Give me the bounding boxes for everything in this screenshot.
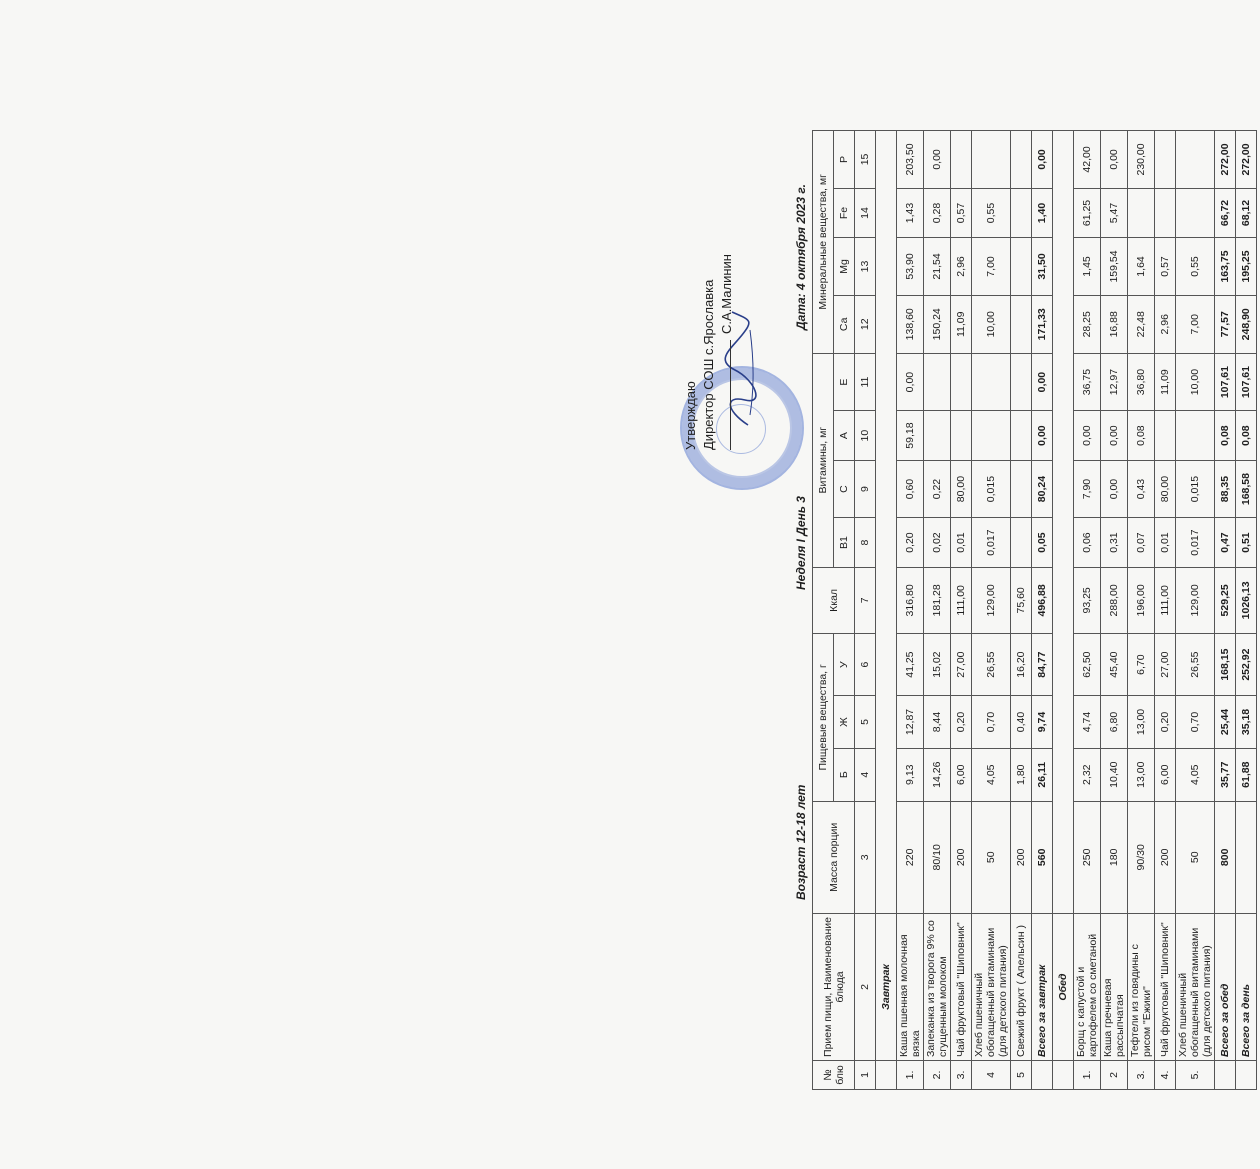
total-cell: 107,61	[1236, 353, 1257, 411]
table-cell: 0,55	[972, 188, 1011, 237]
empty-cell	[1032, 1061, 1053, 1090]
table-cell: 80,00	[1155, 460, 1176, 518]
table-cell: 12,97	[1101, 353, 1128, 411]
table-cell: 2	[1101, 1061, 1128, 1090]
table-cell: 200	[951, 801, 972, 913]
total-label: Всего за день	[1236, 914, 1257, 1061]
column-number-cell: 15	[855, 131, 876, 189]
table-cell: 8,44	[924, 696, 951, 749]
table-cell: 28,25	[1074, 295, 1101, 353]
total-cell: 272,00	[1236, 131, 1257, 189]
column-number-cell: 10	[855, 411, 876, 460]
total-cell: 248,90	[1236, 295, 1257, 353]
table-cell: 138,60	[897, 295, 924, 353]
total-cell: 168,15	[1215, 634, 1236, 696]
column-number-cell: 2	[855, 914, 876, 1061]
total-cell: 529,25	[1215, 567, 1236, 633]
total-cell: 25,44	[1215, 696, 1236, 749]
col-mass-header: Масса порции	[813, 801, 855, 913]
total-cell: 1026,13	[1236, 567, 1257, 633]
table-cell: 13,00	[1128, 748, 1155, 801]
dish-name: Каша гречневая рассыпчатая	[1101, 914, 1128, 1061]
total-cell: 0,08	[1215, 411, 1236, 460]
col-vitamins-header: Витамины, мг	[813, 353, 834, 567]
table-cell: 93,25	[1074, 567, 1101, 633]
table-cell: 0,60	[897, 460, 924, 518]
total-label: Всего за завтрак	[1032, 914, 1053, 1061]
table-cell	[1011, 131, 1032, 189]
rotated-page	[680, 110, 1260, 1090]
dish-name: Хлеб пшеничный обогащенный витаминами (для детского питания)	[1176, 914, 1215, 1061]
approval-block	[682, 254, 736, 450]
table-cell	[1011, 411, 1032, 460]
table-cell	[1176, 131, 1215, 189]
total-cell: 800	[1215, 801, 1236, 913]
total-cell: 0,08	[1236, 411, 1257, 460]
sub-header-cell: В1	[834, 518, 855, 567]
table-cell: 0,20	[897, 518, 924, 567]
empty-cell	[1215, 1061, 1236, 1090]
table-cell: 75,60	[1011, 567, 1032, 633]
table-cell: 0,00	[1101, 131, 1128, 189]
total-cell: 68,12	[1236, 188, 1257, 237]
table-cell	[1011, 518, 1032, 567]
col-minerals-header: Минеральные вещества, мг	[813, 131, 834, 354]
table-cell: 0,00	[924, 131, 951, 189]
total-cell: 560	[1032, 801, 1053, 913]
table-cell: 0,07	[1128, 518, 1155, 567]
table-cell: 13,00	[1128, 696, 1155, 749]
table-cell	[1011, 353, 1032, 411]
breakfast-section-row	[876, 131, 897, 1090]
dish-name: Свежий фрукт ( Апельсин )	[1011, 914, 1032, 1061]
table-cell: 7,90	[1074, 460, 1101, 518]
table-cell: 5	[1011, 1061, 1032, 1090]
table-cell: 6,00	[951, 748, 972, 801]
table-cell: 4.	[1155, 1061, 1176, 1090]
table-row	[1176, 131, 1215, 1090]
table-cell: 3.	[1128, 1061, 1155, 1090]
table-cell	[972, 131, 1011, 189]
table-cell	[1128, 188, 1155, 237]
table-cell: 7,00	[972, 238, 1011, 296]
total-cell: 171,33	[1032, 295, 1053, 353]
table-cell: 10,40	[1101, 748, 1128, 801]
lunch-section-title: Обед	[1053, 914, 1074, 1061]
column-number-cell: 4	[855, 748, 876, 801]
sub-header-cell: Са	[834, 295, 855, 353]
table-cell: 0,57	[1155, 238, 1176, 296]
total-cell: 80,24	[1032, 460, 1053, 518]
table-cell: 129,00	[1176, 567, 1215, 633]
table-cell	[1176, 411, 1215, 460]
total-cell: 0,00	[1032, 353, 1053, 411]
table-cell: 10,00	[1176, 353, 1215, 411]
sub-header-cell: Ж	[834, 696, 855, 749]
table-cell: 2.	[924, 1061, 951, 1090]
page-header	[680, 110, 810, 1090]
empty-cell	[876, 1061, 897, 1090]
table-cell: 0,02	[924, 518, 951, 567]
table-cell: 21,54	[924, 238, 951, 296]
column-number-cell: 9	[855, 460, 876, 518]
table-cell: 59,18	[897, 411, 924, 460]
total-cell: 107,61	[1215, 353, 1236, 411]
table-cell	[1155, 188, 1176, 237]
dish-name: Хлеб пшеничный обогащенный витаминами (для детского питания)	[972, 914, 1011, 1061]
table-cell: 150,24	[924, 295, 951, 353]
table-cell: 0,00	[1101, 411, 1128, 460]
table-row	[1074, 131, 1101, 1090]
dish-name: Запеканка из творога 9% со сгущенным молоком	[924, 914, 951, 1061]
table-cell: 53,90	[897, 238, 924, 296]
total-cell: 26,11	[1032, 748, 1053, 801]
table-cell: 181,28	[924, 567, 951, 633]
table-cell: 200	[1011, 801, 1032, 913]
total-cell: 1,40	[1032, 188, 1053, 237]
table-cell: 0,00	[1101, 460, 1128, 518]
total-cell: 195,25	[1236, 238, 1257, 296]
sub-header-cell: Е	[834, 353, 855, 411]
column-number-cell: 5	[855, 696, 876, 749]
table-cell: 0,08	[1128, 411, 1155, 460]
column-number-cell: 7	[855, 567, 876, 633]
day-total-row	[1236, 131, 1257, 1090]
table-cell	[972, 411, 1011, 460]
table-cell: 5,47	[1101, 188, 1128, 237]
table-cell: 196,00	[1128, 567, 1155, 633]
table-cell: 15,02	[924, 634, 951, 696]
column-number-cell: 11	[855, 353, 876, 411]
total-cell: 88,35	[1215, 460, 1236, 518]
table-cell: 22,48	[1128, 295, 1155, 353]
column-number-cell: 3	[855, 801, 876, 913]
age-caption: Возраст 12-18 лет	[794, 784, 808, 900]
table-cell: 0,20	[1155, 696, 1176, 749]
total-cell: 163,75	[1215, 238, 1236, 296]
table-cell: 50	[972, 801, 1011, 913]
sub-header-cell: С	[834, 460, 855, 518]
table-row	[924, 131, 951, 1090]
table-cell	[951, 131, 972, 189]
table-cell: 16,88	[1101, 295, 1128, 353]
total-cell	[1236, 801, 1257, 913]
table-row	[897, 131, 924, 1090]
sub-header-cell: Fe	[834, 188, 855, 237]
dish-name: Чай фруктовый "Шиповник"	[1155, 914, 1176, 1061]
table-cell	[972, 353, 1011, 411]
breakfast-total-row	[1032, 131, 1053, 1090]
dish-name: Борщ с капустой и картофелем со сметаной	[1074, 914, 1101, 1061]
week-caption: Неделя I День 3	[794, 496, 808, 590]
total-cell: 31,50	[1032, 238, 1053, 296]
total-cell: 0,47	[1215, 518, 1236, 567]
table-cell: 220	[897, 801, 924, 913]
date-caption: Дата: 4 октября 2023 г.	[794, 184, 808, 330]
table-cell: 0,70	[1176, 696, 1215, 749]
column-number-cell: 14	[855, 188, 876, 237]
sub-header-cell: P	[834, 131, 855, 189]
table-cell: 6,00	[1155, 748, 1176, 801]
table-cell: 0,22	[924, 460, 951, 518]
table-cell: 6,80	[1101, 696, 1128, 749]
table-cell: 27,00	[951, 634, 972, 696]
sub-header-cell: У	[834, 634, 855, 696]
table-row	[1128, 131, 1155, 1090]
table-cell: 0,017	[1176, 518, 1215, 567]
table-cell: 0,01	[1155, 518, 1176, 567]
empty-cell	[1053, 131, 1074, 914]
menu-body	[876, 131, 1257, 1090]
approval-title: Утверждаю	[683, 381, 698, 450]
lunch-section-row	[1053, 131, 1074, 1090]
table-cell: 41,25	[897, 634, 924, 696]
column-number-row	[855, 131, 876, 1090]
table-cell: 0,06	[1074, 518, 1101, 567]
approval-position: Директор СОШ с.Ярославка	[701, 279, 716, 450]
total-cell: 0,51	[1236, 518, 1257, 567]
table-cell: 1,43	[897, 188, 924, 237]
table-cell: 42,00	[1074, 131, 1101, 189]
table-cell: 27,00	[1155, 634, 1176, 696]
table-cell: 111,00	[1155, 567, 1176, 633]
empty-cell	[876, 131, 897, 914]
table-cell: 80,00	[951, 460, 972, 518]
total-cell: 496,88	[1032, 567, 1053, 633]
dish-name: Каша пшенная молочная вязка	[897, 914, 924, 1061]
table-cell: 50	[1176, 801, 1215, 913]
total-cell: 168,58	[1236, 460, 1257, 518]
table-cell: 0,31	[1101, 518, 1128, 567]
table-cell: 0,20	[951, 696, 972, 749]
table-cell: 2,32	[1074, 748, 1101, 801]
total-cell: 61,88	[1236, 748, 1257, 801]
table-cell: 80/10	[924, 801, 951, 913]
table-row	[972, 131, 1011, 1090]
table-row	[951, 131, 972, 1090]
table-cell: 0,43	[1128, 460, 1155, 518]
table-cell: 0,01	[951, 518, 972, 567]
col-kcal-header: Ккал	[813, 567, 855, 633]
table-cell	[951, 411, 972, 460]
table-cell	[1011, 295, 1032, 353]
total-label: Всего за обед	[1215, 914, 1236, 1061]
table-cell: 250	[1074, 801, 1101, 913]
table-cell: 90/30	[1128, 801, 1155, 913]
table-cell: 0,28	[924, 188, 951, 237]
total-cell: 0,05	[1032, 518, 1053, 567]
table-cell: 62,50	[1074, 634, 1101, 696]
table-cell	[1011, 238, 1032, 296]
total-cell: 9,74	[1032, 696, 1053, 749]
table-cell: 2,96	[1155, 295, 1176, 353]
table-cell: 0,00	[1074, 411, 1101, 460]
table-cell: 0,70	[972, 696, 1011, 749]
table-cell: 288,00	[1101, 567, 1128, 633]
table-cell: 203,50	[897, 131, 924, 189]
table-cell: 11,09	[951, 295, 972, 353]
table-cell	[1176, 188, 1215, 237]
column-number-cell: 1	[855, 1061, 876, 1090]
empty-cell	[1236, 1061, 1257, 1090]
table-cell: 16,20	[1011, 634, 1032, 696]
table-cell: 200	[1155, 801, 1176, 913]
col-nutrients-header: Пищевые вещества, г	[813, 634, 834, 801]
table-cell: 45,40	[1101, 634, 1128, 696]
total-cell: 0,00	[1032, 411, 1053, 460]
table-cell	[951, 353, 972, 411]
table-cell: 159,54	[1101, 238, 1128, 296]
table-cell: 36,80	[1128, 353, 1155, 411]
lunch-total-row	[1215, 131, 1236, 1090]
table-cell	[1155, 131, 1176, 189]
table-cell: 4,05	[972, 748, 1011, 801]
table-cell: 129,00	[972, 567, 1011, 633]
approval-signer	[718, 254, 736, 450]
sub-header-cell: Б	[834, 748, 855, 801]
table-cell: 61,25	[1074, 188, 1101, 237]
table-cell: 180	[1101, 801, 1128, 913]
table-cell: 2,96	[951, 238, 972, 296]
sub-header-cell: Mg	[834, 238, 855, 296]
total-cell: 272,00	[1215, 131, 1236, 189]
table-cell: 0,015	[972, 460, 1011, 518]
table-cell: 1.	[897, 1061, 924, 1090]
table-cell: 4,74	[1074, 696, 1101, 749]
table-cell: 4,05	[1176, 748, 1215, 801]
table-cell: 7,00	[1176, 295, 1215, 353]
table-cell: 26,55	[1176, 634, 1215, 696]
sub-header-cell: А	[834, 411, 855, 460]
table-cell	[1011, 188, 1032, 237]
total-cell: 66,72	[1215, 188, 1236, 237]
table-cell: 4	[972, 1061, 1011, 1090]
table-cell	[924, 353, 951, 411]
table-cell: 3.	[951, 1061, 972, 1090]
table-cell: 6,70	[1128, 634, 1155, 696]
table-cell	[1011, 460, 1032, 518]
total-cell: 84,77	[1032, 634, 1053, 696]
table-cell: 10,00	[972, 295, 1011, 353]
column-number-cell: 8	[855, 518, 876, 567]
table-row	[1155, 131, 1176, 1090]
table-cell: 1,80	[1011, 748, 1032, 801]
dish-name: Тефтели из говядины с рисом "Ежики"	[1128, 914, 1155, 1061]
menu-table	[812, 130, 1257, 1090]
director-name: С.А.Малинин	[719, 254, 734, 334]
breakfast-section-title: Завтрак	[876, 914, 897, 1061]
total-cell: 0,00	[1032, 131, 1053, 189]
table-cell: 26,55	[972, 634, 1011, 696]
table-cell	[1155, 411, 1176, 460]
table-cell: 14,26	[924, 748, 951, 801]
dish-name: Чай фруктовый "Шиповник"	[951, 914, 972, 1061]
table-cell: 36,75	[1074, 353, 1101, 411]
table-row	[1011, 131, 1032, 1090]
empty-cell	[1053, 1061, 1074, 1090]
table-cell: 111,00	[951, 567, 972, 633]
table-cell: 0,40	[1011, 696, 1032, 749]
total-cell: 252,92	[1236, 634, 1257, 696]
table-cell: 1,64	[1128, 238, 1155, 296]
table-cell: 5.	[1176, 1061, 1215, 1090]
table-cell: 0,55	[1176, 238, 1215, 296]
total-cell: 77,57	[1215, 295, 1236, 353]
table-cell: 0,015	[1176, 460, 1215, 518]
table-cell: 1,45	[1074, 238, 1101, 296]
total-cell: 35,18	[1236, 696, 1257, 749]
table-cell: 0,00	[897, 353, 924, 411]
col-number-header: № блю	[813, 1061, 855, 1090]
table-cell: 12,87	[897, 696, 924, 749]
column-number-cell: 6	[855, 634, 876, 696]
table-row	[1101, 131, 1128, 1090]
column-number-cell: 12	[855, 295, 876, 353]
table-cell: 9,13	[897, 748, 924, 801]
table-cell: 11,09	[1155, 353, 1176, 411]
table-cell: 0,57	[951, 188, 972, 237]
total-cell: 35,77	[1215, 748, 1236, 801]
table-cell: 230,00	[1128, 131, 1155, 189]
table-cell	[924, 411, 951, 460]
table-cell: 0,017	[972, 518, 1011, 567]
table-cell: 1.	[1074, 1061, 1101, 1090]
table-cell: 316,80	[897, 567, 924, 633]
column-number-cell: 13	[855, 238, 876, 296]
col-name-header: Прием пищи, Наименование блюда	[813, 914, 855, 1061]
